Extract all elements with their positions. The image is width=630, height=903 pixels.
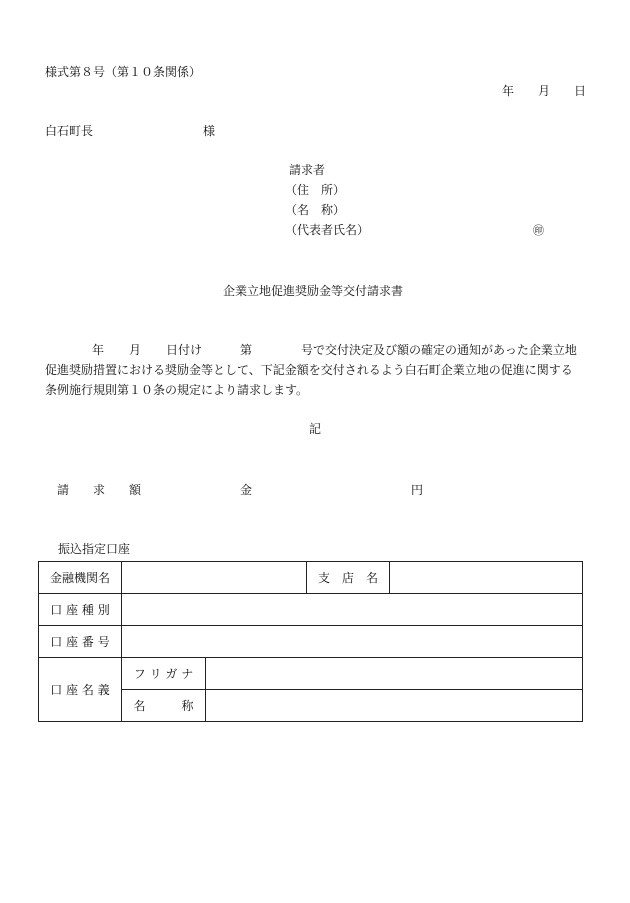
form-number: 様式第８号（第１０条関係）	[45, 65, 202, 79]
body-dai: 第	[240, 343, 253, 357]
body-line3: 条例施行規則第１０条の規定により請求します。	[45, 383, 309, 397]
account-holder-label: 口 座 名 義	[39, 658, 122, 722]
amount-kin: 金	[240, 483, 253, 497]
account-number-label: 口 座 番 号	[39, 626, 122, 658]
bank-name-label: 金融機関名	[39, 562, 122, 594]
body-year: 年	[92, 343, 105, 357]
body-line1-rest: 号で交付決定及び額の確定の通知があった企業立地	[301, 343, 577, 357]
account-section-title: 振込指定口座	[58, 542, 131, 556]
holder-name-cell[interactable]	[206, 690, 583, 722]
ki-heading: 記	[309, 422, 322, 436]
addressee-honorific: 様	[203, 124, 216, 138]
requester-address-label: （住 所）	[285, 183, 346, 197]
furigana-label: フ リ ガ ナ	[122, 658, 206, 690]
amount-label: 請 求 額	[57, 483, 142, 497]
addressee-name: 白石町長	[45, 124, 94, 138]
body-line2: 促進奨励措置における奨励金等として、下記金額を交付されるよう白石町企業立地の促進に関する	[45, 363, 573, 377]
account-number-cell[interactable]	[122, 626, 583, 658]
seal-mark: ㊞	[533, 224, 544, 237]
document-title: 企業立地促進奨励金等交付請求書	[223, 284, 404, 298]
requester-representative-label: （代表者氏名）	[285, 223, 370, 237]
furigana-cell[interactable]	[206, 658, 583, 690]
date-month-label: 月	[538, 84, 551, 98]
table-row	[39, 626, 583, 658]
account-table	[38, 561, 583, 722]
date-year-label: 年	[502, 84, 515, 98]
holder-name-label: 名 称	[122, 690, 206, 722]
amount-yen: 円	[411, 483, 424, 497]
body-month: 月	[129, 343, 142, 357]
branch-name-label: 支 店 名	[307, 562, 390, 594]
account-type-cell[interactable]	[122, 594, 583, 626]
body-dated: 日付け	[166, 343, 203, 357]
requester-name-label: （名 称）	[285, 203, 346, 217]
branch-name-cell[interactable]	[390, 562, 583, 594]
account-type-label: 口 座 種 別	[39, 594, 122, 626]
table-row	[39, 562, 583, 594]
table-row	[39, 658, 583, 690]
date-day-label: 日	[574, 84, 587, 98]
bank-name-cell[interactable]	[122, 562, 307, 594]
requester-heading: 請求者	[289, 163, 326, 177]
table-row	[39, 594, 583, 626]
